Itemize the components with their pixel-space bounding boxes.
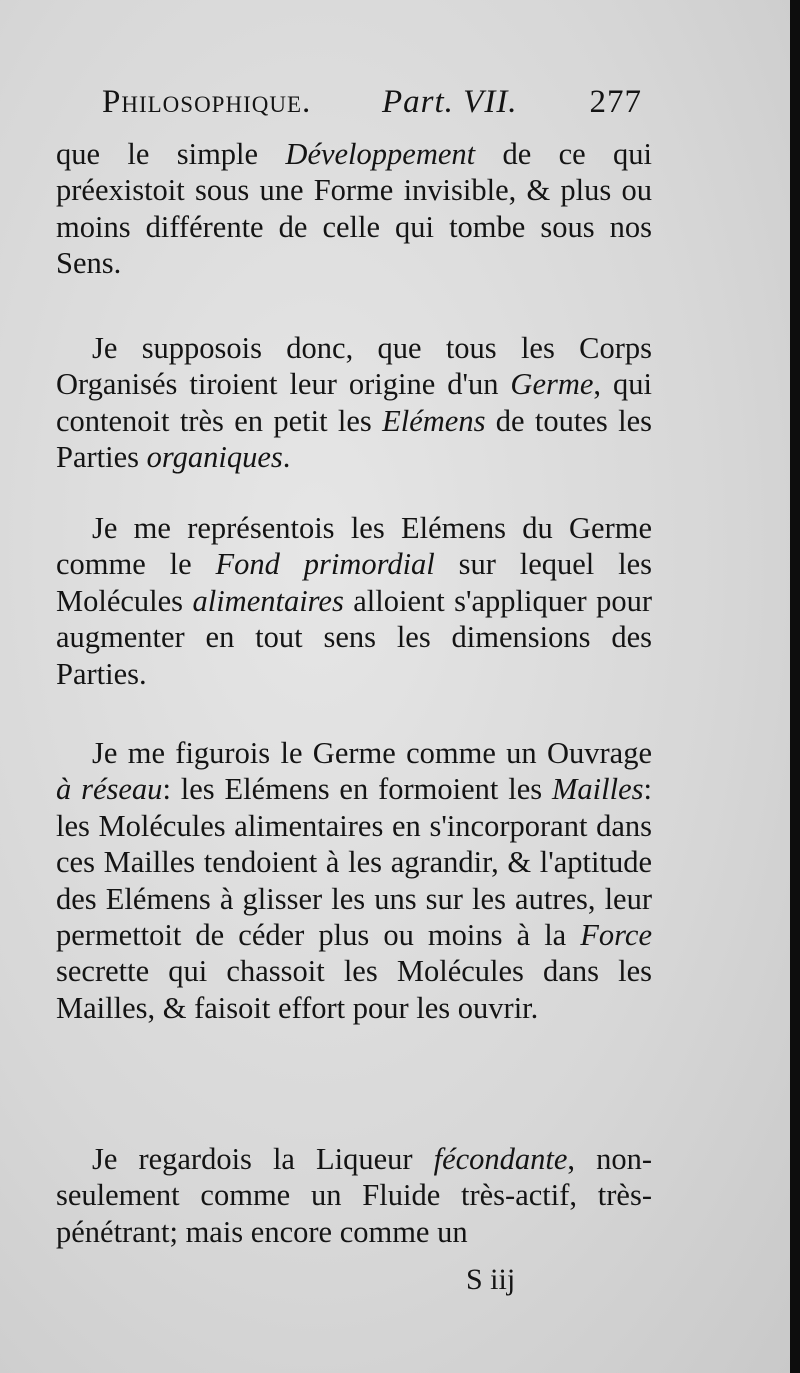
paragraph-5: [56, 1141, 652, 1250]
text-run: Je me figurois le Germe comme un Ouvrage: [92, 736, 652, 770]
italic-run: fécondante: [433, 1142, 568, 1176]
italic-run: Fond primordial: [215, 547, 435, 582]
part-label: Part. VII.: [382, 84, 518, 120]
text-run: secrette qui chassoit les Molécules dans les Mailles, & faisoit effort pour les ouvrir.: [56, 954, 652, 1025]
text-run: Je supposois donc, que tous les Corps Organisés tiroient leur origine d'un: [56, 331, 652, 402]
page-number: 277: [589, 84, 642, 120]
italic-run: Force: [580, 918, 652, 953]
italic-run: Germe: [510, 367, 594, 402]
italic-run: à réseau: [56, 772, 163, 807]
text-run: Je regardois la Liqueur: [92, 1142, 434, 1176]
running-title: Philosophique.: [102, 84, 312, 120]
text-run: .: [282, 440, 291, 475]
italic-run: organiques: [146, 440, 283, 475]
text-run: de toutes les Parties: [56, 403, 652, 475]
running-header: [92, 80, 652, 126]
text-run: : les Molécules alimentaires en s'incorporant dans ces Mailles tendoient à les agrandir, & l'aptitude des Elémens à glisser les uns sur les autres, leur permettoit de céder plus ou moins à la: [56, 772, 652, 953]
signature-mark: S iij: [466, 1263, 516, 1296]
text-run: alloient s'appliquer pour augmenter en tout sens les dimensions des Parties.: [56, 583, 652, 691]
paragraph-2: [56, 330, 652, 476]
text-run: de ce qui préexistoit sous une Forme invisible, & plus ou moins différente de celle qui tombe sous nos Sens.: [56, 137, 652, 281]
paragraph-4: [56, 735, 652, 1026]
italic-run: alimentaires: [192, 583, 344, 618]
text-run: sur lequel les Molécules: [56, 547, 652, 618]
italic-run: Développement: [285, 137, 476, 171]
page-edge-shadow: [790, 0, 800, 1373]
paragraph-1: [56, 136, 652, 282]
text-run: Je me représentois les Elémens du Germe comme le: [56, 511, 652, 582]
text-run: que le simple: [56, 137, 286, 171]
text-run: , non-seulement comme un Fluide très-actif, très-pénétrant; mais encore comme un: [56, 1142, 652, 1249]
italic-run: Elémens: [382, 403, 486, 438]
text-run: , qui contenoit très en petit les: [56, 367, 652, 438]
italic-run: Mailles: [552, 772, 644, 807]
text-run: : les Elémens en formoient les: [162, 772, 552, 807]
paragraph-3: [56, 510, 652, 692]
